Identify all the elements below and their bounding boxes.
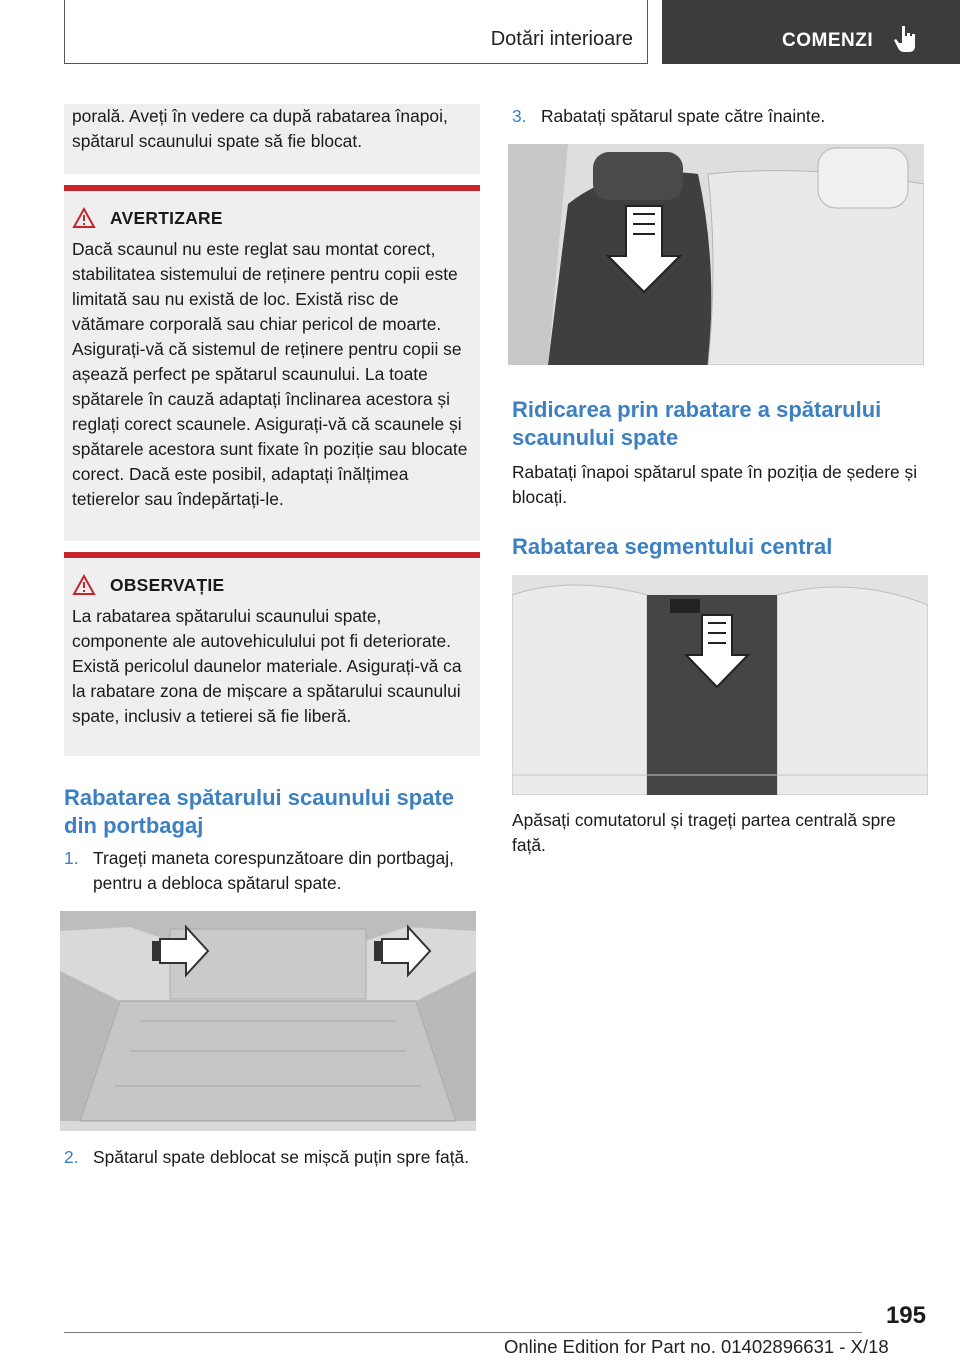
- trunk-release-illustration: [60, 911, 476, 1131]
- header-section-label: Dotări interioare: [490, 28, 633, 50]
- warning-box: [64, 185, 480, 541]
- notice-title: OBSERVAȚIE: [110, 574, 225, 595]
- step-number: 3.: [512, 106, 527, 126]
- center-segment-illustration: [512, 575, 928, 795]
- pointing-hand-icon: [894, 24, 916, 54]
- step-text: Rabatați spătarul spate către înainte.: [541, 106, 826, 126]
- continued-note-text: porală. Aveți în vedere ca după rabatarea înapoi, spătarul scaunului spate să fie blocat.: [72, 106, 448, 151]
- warning-header: [72, 207, 472, 229]
- heading-raise-backrest: Ridicarea prin rabatare a spătarului scaunului spate: [512, 397, 882, 450]
- warning-title: AVERTIZARE: [110, 207, 223, 228]
- step-number: 1.: [64, 848, 79, 868]
- footer-rule: [64, 1332, 862, 1333]
- seat-fold-forward-illustration: [508, 144, 924, 365]
- warning-text: Dacă scaunul nu este reglat sau montat corect, stabilitatea sistemului de reținere pentru copii este limitată sau nu există de loc. Există risc de vătămare corporală sau chiar pericol de moarte. Asigurați-vă că sistemul de reținere pentru copii se așează perfect pe spătarul scaunului. La toate spătarele în cauză adaptați înclinarea acestora și reglați corect scaunele. Asigurați-vă că scaunele și spătarele acestora sunt fixate în poziție sau blocate corect. Dacă este posibil, adaptați înălțimea tetierelor sau îndepărtați-le.: [72, 239, 468, 509]
- notice-box: [64, 552, 480, 756]
- raise-backrest-text: Rabatați înapoi spătarul spate în poziția de ședere și blocați.: [512, 462, 918, 507]
- step-3: [512, 104, 928, 129]
- heading-fold-center-segment: Rabatarea segmentului central: [512, 534, 833, 559]
- step-text: Trageți maneta corespunzătoare din portbagaj, pentru a debloca spătarul spate.: [93, 848, 454, 893]
- warning-triangle-icon: [72, 574, 96, 596]
- page-number: 195: [885, 1302, 926, 1329]
- step-text: Spătarul spate deblocat se mișcă puțin spre față.: [93, 1147, 470, 1167]
- header-chapter-label: COMENZI: [782, 30, 874, 51]
- center-segment-text: Apăsați comutatorul și trageți partea centrală spre față.: [512, 810, 896, 855]
- header-section-tab: [64, 0, 648, 64]
- step-2: [64, 1145, 480, 1170]
- notice-header: [72, 574, 472, 596]
- notice-text: La rabatarea spătarului scaunului spate, componente ale autovehiculului pot fi deteriorate. Există pericolul daunelor materiale. Asigurați-vă ca la rabatare zona de mișcare a spătarului scaunului spate, inclusiv a tetierei să fie liberă.: [72, 606, 462, 726]
- step-1: [64, 846, 480, 896]
- step-number: 2.: [64, 1147, 79, 1167]
- footer-edition: Online Edition for Part no. 01402896631 - X/18: [504, 1336, 889, 1357]
- warning-triangle-icon: [72, 207, 96, 229]
- heading-fold-from-trunk: Rabatarea spătarului scaunului spate din portbagaj: [64, 785, 455, 838]
- header-chapter-tab: [662, 0, 960, 64]
- continued-note-box: [64, 104, 480, 174]
